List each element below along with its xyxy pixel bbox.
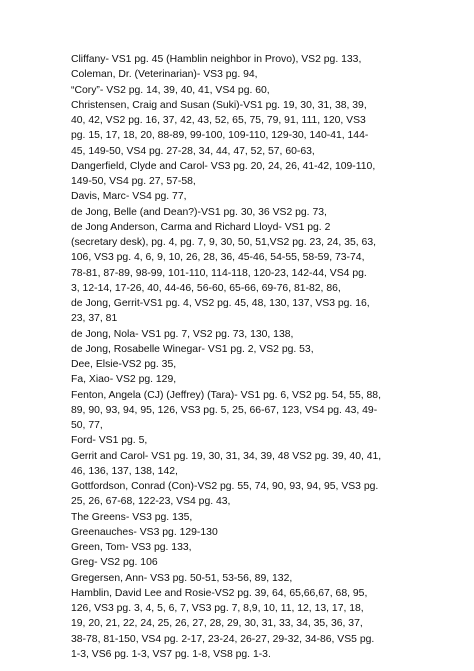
index-line: Fenton, Angela (CJ) (Jeffrey) (Tara)- VS1 pg. 6, VS2 pg. 54, 55, 88,: [71, 389, 381, 401]
index-line: Gottfordson, Conrad (Con)-VS2 pg. 55, 74, 90, 93, 94, 95, VS3 pg.: [71, 481, 379, 492]
index-line: Hamblin, David Lee and Rosie-VS2 pg. 39, 64, 65,66,67, 68, 95,: [71, 587, 368, 599]
index-line: 3, 12-14, 17-26, 40, 44-46, 56-60, 65-66, 69-76, 81-82, 86,: [71, 282, 341, 294]
index-line: 89, 90, 93, 94, 95, 126, VS3 pg. 5, 25, 66-67, 123, VS4 pg. 43, 49-: [71, 404, 378, 416]
index-line: 106, VS3 pg. 4, 6, 9, 10, 26, 28, 36, 45-46, 54-55, 58-59, 73-74,: [71, 252, 365, 264]
index-line: Dangerfield, Clyde and Carol- VS3 pg. 20, 24, 26, 41-42, 109-110,: [71, 160, 376, 172]
index-line: 45, 149-50, VS4 pg. 27-28, 34, 44, 47, 52, 57, 60-63,: [71, 145, 315, 157]
index-line: de Jong, Nola- VS1 pg. 7, VS2 pg. 73, 130, 138,: [71, 328, 294, 340]
index-line: 126, VS3 pg. 3, 4, 5, 6, 7, VS3 pg. 7, 8,9, 10, 11, 12, 13, 17, 18,: [71, 603, 364, 614]
index-line: 23, 37, 81: [71, 313, 118, 325]
index-line: 1-3, VS6 pg. 1-3, VS7 pg. 1-8, VS8 pg. 1-3.: [71, 648, 271, 660]
index-line: 149-50, VS4 pg. 27, 57-58,: [71, 176, 196, 187]
index-line: Greenauches- VS3 pg. 129-130: [71, 526, 218, 538]
index-line: de Jong, Gerrit-VS1 pg. 4, VS2 pg. 45, 48, 130, 137, VS3 pg. 16,: [71, 298, 370, 309]
index-line: Dee, Elsie-VS2 pg. 35,: [71, 359, 177, 370]
index-line: 46, 136, 137, 138, 142,: [71, 465, 178, 477]
index-line: “Cory”- VS2 pg. 14, 39, 40, 41, VS4 pg. 60,: [71, 84, 270, 96]
index-line: Davis, Marc- VS4 pg. 77,: [71, 191, 187, 203]
index-line: 25, 26, 67-68, 122-23, VS4 pg. 43,: [71, 496, 231, 508]
index-line: Gerrit and Carol- VS1 pg. 19, 30, 31, 34, 39, 48 VS2 pg. 39, 40, 41,: [71, 450, 382, 462]
index-line: Coleman, Dr. (Veterinarian)- VS3 pg. 94,: [71, 69, 258, 81]
index-line: Greg- VS2 pg. 106: [71, 557, 158, 569]
index-line: 40, 42, VS2 pg. 16, 37, 42, 43, 52, 65, 75, 79, 91, 111, 120, VS3: [71, 115, 366, 126]
index-line: de Jong Anderson, Carma and Richard Lloyd- VS1 pg. 2: [71, 221, 331, 233]
index-line: (secretary desk), pg. 4, pg. 7, 9, 30, 50, 51,VS2 pg. 23, 24, 35, 63,: [71, 237, 376, 248]
name-index-list: [71, 52, 419, 662]
index-line: pg. 15, 17, 18, 20, 88-89, 99-100, 109-110, 129-30, 140-41, 144-: [71, 130, 369, 142]
index-line: The Greens- VS3 pg. 135,: [71, 511, 193, 523]
index-line: Cliffany- VS1 pg. 45 (Hamblin neighbor in Provo), VS2 pg. 133,: [71, 54, 362, 65]
index-line: 78-81, 87-89, 98-99, 101-110, 114-118, 120-23, 142-44, VS4 pg.: [71, 267, 367, 279]
index-line: 38-78, 81-150, VS4 pg. 2-17, 23-24, 26-27, 29-32, 34-86, VS5 pg.: [71, 633, 375, 645]
index-line: de Jong, Rosabelle Winegar- VS1 pg. 2, VS2 pg. 53,: [71, 343, 314, 355]
index-line: 19, 20, 21, 22, 24, 25, 26, 27, 28, 29, 30, 31, 33, 34, 35, 36, 37,: [71, 618, 363, 630]
index-line: 50, 77,: [71, 420, 103, 431]
index-line: Green, Tom- VS3 pg. 133,: [71, 542, 192, 553]
index-line: de Jong, Belle (and Dean?)-VS1 pg. 30, 36 VS2 pg. 73,: [71, 206, 327, 218]
index-line: Gregersen, Ann- VS3 pg. 50-51, 53-56, 89, 132,: [71, 572, 293, 584]
index-line: Christensen, Craig and Susan (Suki)-VS1 pg. 19, 30, 31, 38, 39,: [71, 99, 367, 111]
index-line: Fa, Xiao- VS2 pg. 129,: [71, 374, 177, 386]
index-line: Ford- VS1 pg. 5,: [71, 435, 148, 447]
